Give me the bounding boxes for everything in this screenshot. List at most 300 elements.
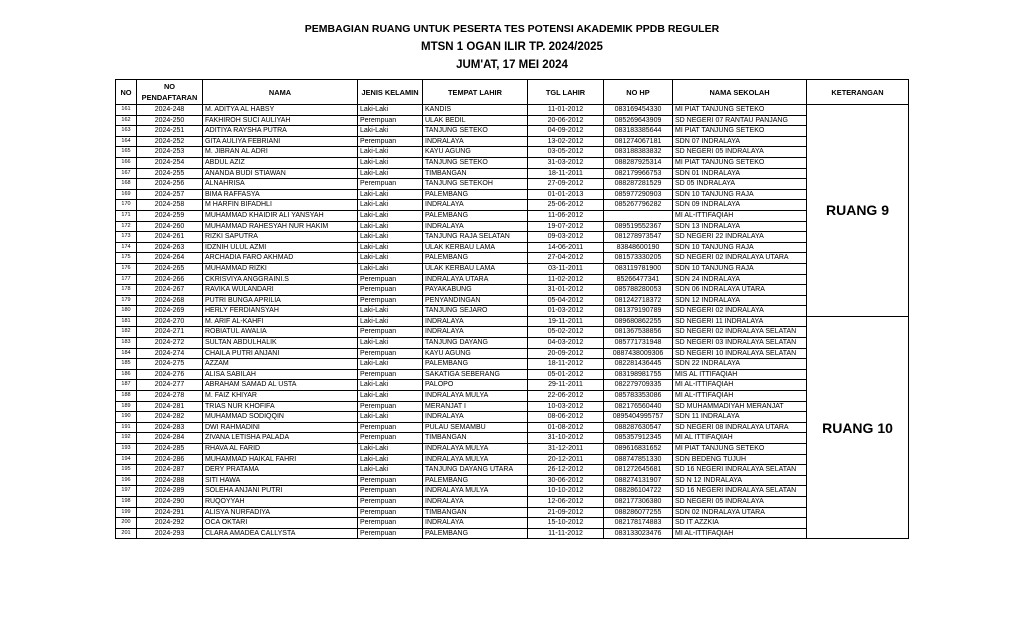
cell-nama-sekolah: SD 16 NEGERI INDRALAYA SELATAN xyxy=(673,465,807,476)
cell-no-pendaftaran: 2024-283 xyxy=(137,422,203,433)
cell-nama-sekolah: SD NEGERI 02 INDRALAYA xyxy=(673,306,807,317)
cell-tgl-lahir: 20-09-2012 xyxy=(528,348,604,359)
cell-no-pendaftaran: 2024-276 xyxy=(137,369,203,380)
cell-nama-sekolah: SD 16 NEGERI INDRALAYA SELATAN xyxy=(673,486,807,497)
cell-no-pendaftaran: 2024-264 xyxy=(137,253,203,264)
cell-no-hp: 082177306380 xyxy=(604,496,673,507)
cell-nama-sekolah: SDN 13 INDRALAYA xyxy=(673,221,807,232)
cell-nama: MUHAMMAD KHAIDIR ALI YANSYAH xyxy=(203,210,358,221)
cell-tgl-lahir: 25-06-2012 xyxy=(528,200,604,211)
cell-nama-sekolah: MI PIAT TANJUNG SETEKO xyxy=(673,444,807,455)
cell-nama: ADITIYA RAYSHA PUTRA xyxy=(203,126,358,137)
cell-jenis-kelamin: Perempuan xyxy=(358,507,423,518)
cell-no: 174 xyxy=(116,242,137,253)
cell-no-hp: 085269643909 xyxy=(604,115,673,126)
cell-tempat-lahir: INDRALAYA xyxy=(423,327,528,338)
cell-tempat-lahir: TIMBANGAN xyxy=(423,168,528,179)
cell-no: 161 xyxy=(116,105,137,116)
cell-tgl-lahir: 08-06-2012 xyxy=(528,412,604,423)
cell-jenis-kelamin: Perempuan xyxy=(358,179,423,190)
cell-nama-sekolah: SD N 12 INDRALAYA xyxy=(673,475,807,486)
document-title: PEMBAGIAN RUANG UNTUK PESERTA TES POTENSI AKADEMIK PPDB REGULER xyxy=(304,23,720,35)
cell-nama: MUHAMMAD SODIQQIN xyxy=(203,412,358,423)
cell-tgl-lahir: 19-07-2012 xyxy=(528,221,604,232)
cell-no-pendaftaran: 2024-248 xyxy=(137,105,203,116)
cell-tempat-lahir: PALEMBANG xyxy=(423,475,528,486)
cell-no: 180 xyxy=(116,306,137,317)
cell-nama-sekolah: SD NEGERI 03 INDRALAYA SELATAN xyxy=(673,338,807,349)
cell-jenis-kelamin: Laki-Laki xyxy=(358,232,423,243)
cell-nama-sekolah: SD NEGERI 10 INDRALAYA SELATAN xyxy=(673,348,807,359)
cell-tempat-lahir: KANDIS xyxy=(423,105,528,116)
cell-no-hp: 081367538856 xyxy=(604,327,673,338)
table-row xyxy=(116,200,909,211)
cell-no-hp: 081274067181 xyxy=(604,136,673,147)
cell-tgl-lahir: 14-06-2011 xyxy=(528,242,604,253)
cell-nama-sekolah: SDN 22 INDRALAYA xyxy=(673,359,807,370)
cell-nama-sekolah: MI AL-ITTIFAQIAH xyxy=(673,380,807,391)
cell-jenis-kelamin: Perempuan xyxy=(358,274,423,285)
table-row xyxy=(116,179,909,190)
cell-tgl-lahir: 22-06-2012 xyxy=(528,391,604,402)
cell-tgl-lahir: 04-09-2012 xyxy=(528,126,604,137)
cell-jenis-kelamin: Laki-Laki xyxy=(358,465,423,476)
cell-no-hp: 082178174883 xyxy=(604,518,673,529)
cell-jenis-kelamin: Perempuan xyxy=(358,327,423,338)
cell-jenis-kelamin: Laki-Laki xyxy=(358,454,423,465)
cell-no-pendaftaran: 2024-284 xyxy=(137,433,203,444)
cell-nama: OCA OKTARI xyxy=(203,518,358,529)
cell-tempat-lahir: TANJUNG SETEKO xyxy=(423,157,528,168)
cell-nama-sekolah: SD NEGERI 02 INDRALAYA UTARA xyxy=(673,253,807,264)
cell-no: 195 xyxy=(116,465,137,476)
cell-no-pendaftaran: 2024-266 xyxy=(137,274,203,285)
cell-tempat-lahir: INDRALAYA xyxy=(423,316,528,327)
cell-nama-sekolah: SDN 24 INDRALAYA xyxy=(673,274,807,285)
cell-no-pendaftaran: 2024-277 xyxy=(137,380,203,391)
cell-nama-sekolah: SD 05 INDRALAYA xyxy=(673,179,807,190)
header-tgl-lahir: TGL LAHIR xyxy=(528,80,604,105)
cell-tempat-lahir: INDRALAYA xyxy=(423,496,528,507)
cell-tempat-lahir: INDRALAYA MULYA xyxy=(423,454,528,465)
table-row xyxy=(116,348,909,359)
cell-nama: FAKHIROH SUCI AULIYAH xyxy=(203,115,358,126)
cell-nama: CLARA AMADEA CALLYSTA xyxy=(203,528,358,539)
cell-nama: CKRISVIYA ANGGRAINI.S xyxy=(203,274,358,285)
table-row xyxy=(116,126,909,137)
cell-jenis-kelamin: Laki-Laki xyxy=(358,316,423,327)
cell-no: 175 xyxy=(116,253,137,264)
room-assignment-table xyxy=(115,79,909,539)
cell-no-hp: 083169454330 xyxy=(604,105,673,116)
cell-tgl-lahir: 11-01-2012 xyxy=(528,105,604,116)
header-keterangan: KETERANGAN xyxy=(807,80,909,105)
cell-jenis-kelamin: Perempuan xyxy=(358,115,423,126)
cell-tgl-lahir: 11-11-2012 xyxy=(528,528,604,539)
cell-jenis-kelamin: Laki-Laki xyxy=(358,147,423,158)
table-row xyxy=(116,168,909,179)
cell-jenis-kelamin: Perempuan xyxy=(358,486,423,497)
cell-no-hp: 085267796282 xyxy=(604,200,673,211)
cell-tempat-lahir: INDRALAYA xyxy=(423,412,528,423)
cell-no-hp xyxy=(604,210,673,221)
cell-nama: MUHAMMAD RAHESYAH NUR HAKIM xyxy=(203,221,358,232)
cell-nama: RUQOYYAH xyxy=(203,496,358,507)
cell-jenis-kelamin: Laki-Laki xyxy=(358,210,423,221)
cell-no-hp: 088274131907 xyxy=(604,475,673,486)
cell-tempat-lahir: PAYAKABUNG xyxy=(423,285,528,296)
cell-tempat-lahir: ULAK KERBAU LAMA xyxy=(423,263,528,274)
cell-no-hp: 085357912345 xyxy=(604,433,673,444)
cell-tgl-lahir: 18-11-2012 xyxy=(528,359,604,370)
cell-tempat-lahir: PALEMBANG xyxy=(423,253,528,264)
cell-nama-sekolah: SD NEGERI 08 INDRALAYA UTARA xyxy=(673,422,807,433)
cell-tempat-lahir: TANJUNG SEJARO xyxy=(423,306,528,317)
cell-jenis-kelamin: Laki-Laki xyxy=(358,242,423,253)
cell-nama-sekolah: MI PIAT TANJUNG SETEKO xyxy=(673,126,807,137)
cell-nama-sekolah: SD NEGERI 02 INDRALAYA SELATAN xyxy=(673,327,807,338)
cell-jenis-kelamin: Laki-Laki xyxy=(358,263,423,274)
cell-no-hp: 088747851330 xyxy=(604,454,673,465)
cell-nama-sekolah: SD MUHAMMADIYAH MERANJAT xyxy=(673,401,807,412)
cell-nama: SOLEHA ANJANI PUTRI xyxy=(203,486,358,497)
header-no-pendaftaran: NO PENDAFTARAN xyxy=(137,80,203,105)
table-row xyxy=(116,528,909,539)
cell-nama: M. ARIF AL-KAHFI xyxy=(203,316,358,327)
table-row xyxy=(116,422,909,433)
cell-no-hp: 083133023476 xyxy=(604,528,673,539)
cell-no-pendaftaran: 2024-272 xyxy=(137,338,203,349)
cell-tempat-lahir: TANJUNG DAYANG xyxy=(423,338,528,349)
header-no: NO xyxy=(116,80,137,105)
cell-jenis-kelamin: Laki-Laki xyxy=(358,157,423,168)
cell-no: 196 xyxy=(116,475,137,486)
cell-jenis-kelamin: Laki-Laki xyxy=(358,168,423,179)
cell-tgl-lahir: 18-11-2011 xyxy=(528,168,604,179)
table-row xyxy=(116,496,909,507)
cell-jenis-kelamin: Perempuan xyxy=(358,285,423,296)
cell-no-hp: 081278973547 xyxy=(604,232,673,243)
cell-no: 185 xyxy=(116,359,137,370)
cell-jenis-kelamin: Perempuan xyxy=(358,475,423,486)
cell-nama-sekolah: SD NEGERI 11 INDRALAYA xyxy=(673,316,807,327)
cell-no-hp: 081573330205 xyxy=(604,253,673,264)
cell-nama: ABRAHAM SAMAD AL USTA xyxy=(203,380,358,391)
table-row xyxy=(116,412,909,423)
cell-no: 191 xyxy=(116,422,137,433)
cell-jenis-kelamin: Perempuan xyxy=(358,401,423,412)
cell-nama: PUTRI BUNGA APRILIA xyxy=(203,295,358,306)
header-nama-sekolah: NAMA SEKOLAH xyxy=(673,80,807,105)
cell-no-hp: 085783353086 xyxy=(604,391,673,402)
cell-tempat-lahir: PALEMBANG xyxy=(423,528,528,539)
cell-no: 190 xyxy=(116,412,137,423)
cell-tgl-lahir: 01-01-2013 xyxy=(528,189,604,200)
cell-no-hp: 081272645681 xyxy=(604,465,673,476)
cell-no: 186 xyxy=(116,369,137,380)
table-row xyxy=(116,391,909,402)
cell-nama-sekolah: MIS AL ITTIFAQIAH xyxy=(673,369,807,380)
cell-tgl-lahir: 27-04-2012 xyxy=(528,253,604,264)
cell-jenis-kelamin: Laki-Laki xyxy=(358,444,423,455)
cell-nama: TRIAS NUR KHOFIFA xyxy=(203,401,358,412)
cell-no-pendaftaran: 2024-288 xyxy=(137,475,203,486)
cell-jenis-kelamin: Laki-Laki xyxy=(358,253,423,264)
cell-jenis-kelamin: Laki-Laki xyxy=(358,221,423,232)
header-no-hp: NO HP xyxy=(604,80,673,105)
cell-tempat-lahir: ULAK BEDIL xyxy=(423,115,528,126)
cell-no-hp: 088286077255 xyxy=(604,507,673,518)
cell-tgl-lahir: 11-06-2012 xyxy=(528,210,604,221)
cell-no-hp: 0895404995757 xyxy=(604,412,673,423)
table-row xyxy=(116,475,909,486)
cell-tgl-lahir: 31-10-2012 xyxy=(528,433,604,444)
cell-no-hp: 088286104722 xyxy=(604,486,673,497)
cell-no-hp: 0887438009306 xyxy=(604,348,673,359)
cell-no-hp: 082279709335 xyxy=(604,380,673,391)
cell-nama-sekolah: MI AL-ITTIFAQIAH xyxy=(673,528,807,539)
header-tempat-lahir: TEMPAT LAHIR xyxy=(423,80,528,105)
cell-nama: DWI RAHMADINI xyxy=(203,422,358,433)
table-row xyxy=(116,147,909,158)
cell-no: 194 xyxy=(116,454,137,465)
cell-no-pendaftaran: 2024-282 xyxy=(137,412,203,423)
cell-nama: AZZAM xyxy=(203,359,358,370)
table-row xyxy=(116,454,909,465)
cell-no: 183 xyxy=(116,338,137,349)
cell-nama-sekolah: SDN 10 TANJUNG RAJA xyxy=(673,242,807,253)
cell-no: 166 xyxy=(116,157,137,168)
cell-jenis-kelamin: Laki-Laki xyxy=(358,380,423,391)
cell-no-hp: 083119781900 xyxy=(604,263,673,274)
cell-no: 201 xyxy=(116,528,137,539)
cell-tempat-lahir: INDRALAYA UTARA xyxy=(423,274,528,285)
cell-jenis-kelamin: Perempuan xyxy=(358,433,423,444)
table-row xyxy=(116,369,909,380)
cell-nama-sekolah: SD NEGERI 05 INDRALAYA xyxy=(673,147,807,158)
cell-nama: GITA AULIYA FEBRIANI xyxy=(203,136,358,147)
room-label: RUANG 9 xyxy=(807,105,909,317)
cell-no: 184 xyxy=(116,348,137,359)
cell-nama: RIZKI SAPUTRA xyxy=(203,232,358,243)
cell-tgl-lahir: 27-09-2012 xyxy=(528,179,604,190)
cell-nama: SULTAN ABDULHALIK xyxy=(203,338,358,349)
cell-tgl-lahir: 05-01-2012 xyxy=(528,369,604,380)
cell-no-hp: 082281436445 xyxy=(604,359,673,370)
cell-no-hp: 085771731948 xyxy=(604,338,673,349)
cell-no-pendaftaran: 2024-281 xyxy=(137,401,203,412)
cell-nama-sekolah: SDN 12 INDRALAYA xyxy=(673,295,807,306)
table-row xyxy=(116,465,909,476)
table-row xyxy=(116,507,909,518)
cell-no: 168 xyxy=(116,179,137,190)
cell-tgl-lahir: 19-11-2011 xyxy=(528,316,604,327)
header-jenis-kelamin: JENIS KELAMIN xyxy=(358,80,423,105)
cell-jenis-kelamin: Perempuan xyxy=(358,528,423,539)
cell-jenis-kelamin: Laki-Laki xyxy=(358,391,423,402)
cell-no: 178 xyxy=(116,285,137,296)
cell-nama: HERLY FERDIANSYAH xyxy=(203,306,358,317)
cell-no-pendaftaran: 2024-291 xyxy=(137,507,203,518)
cell-no: 167 xyxy=(116,168,137,179)
cell-nama: CHAILA PUTRI ANJANI xyxy=(203,348,358,359)
cell-nama: M. ADITYA AL HABSY xyxy=(203,105,358,116)
cell-no-hp: 082179966753 xyxy=(604,168,673,179)
cell-nama-sekolah: SD NEGERI 07 RANTAU PANJANG xyxy=(673,115,807,126)
cell-tempat-lahir: INDRALAYA xyxy=(423,221,528,232)
cell-no-pendaftaran: 2024-274 xyxy=(137,348,203,359)
cell-no-hp: 081242718372 xyxy=(604,295,673,306)
cell-no-pendaftaran: 2024-265 xyxy=(137,263,203,274)
cell-nama-sekolah: SDN 06 INDRALAYA UTARA xyxy=(673,285,807,296)
table-row xyxy=(116,221,909,232)
cell-jenis-kelamin: Laki-Laki xyxy=(358,359,423,370)
cell-no-pendaftaran: 2024-275 xyxy=(137,359,203,370)
table-row xyxy=(116,401,909,412)
cell-no-pendaftaran: 2024-253 xyxy=(137,147,203,158)
cell-tempat-lahir: INDRALAYA xyxy=(423,136,528,147)
cell-jenis-kelamin: Perempuan xyxy=(358,422,423,433)
cell-no-pendaftaran: 2024-289 xyxy=(137,486,203,497)
cell-jenis-kelamin: Laki-Laki xyxy=(358,412,423,423)
cell-nama-sekolah: SD IT AZZKIA xyxy=(673,518,807,529)
cell-no-pendaftaran: 2024-293 xyxy=(137,528,203,539)
cell-nama: ANANDA BUDI STIAWAN xyxy=(203,168,358,179)
cell-jenis-kelamin: Laki-Laki xyxy=(358,126,423,137)
cell-nama: RAVIKA WULANDARI xyxy=(203,285,358,296)
cell-no-hp: 089519552367 xyxy=(604,221,673,232)
cell-tgl-lahir: 10-03-2012 xyxy=(528,401,604,412)
cell-nama: MUHAMMAD HAIKAL FAHRI xyxy=(203,454,358,465)
table-row xyxy=(116,444,909,455)
table-row xyxy=(116,242,909,253)
cell-tgl-lahir: 04-03-2012 xyxy=(528,338,604,349)
cell-no: 169 xyxy=(116,189,137,200)
cell-tempat-lahir: SAKATIGA SEBERANG xyxy=(423,369,528,380)
cell-no: 170 xyxy=(116,200,137,211)
cell-tempat-lahir: TANJUNG DAYANG UTARA xyxy=(423,465,528,476)
cell-nama-sekolah: SDN 09 INDRALAYA xyxy=(673,200,807,211)
cell-no-pendaftaran: 2024-259 xyxy=(137,210,203,221)
cell-tempat-lahir: ULAK KERBAU LAMA xyxy=(423,242,528,253)
table-row xyxy=(116,295,909,306)
cell-jenis-kelamin: Laki-Laki xyxy=(358,338,423,349)
cell-no-hp: 088287630547 xyxy=(604,422,673,433)
cell-no-pendaftaran: 2024-271 xyxy=(137,327,203,338)
cell-no: 182 xyxy=(116,327,137,338)
cell-nama-sekolah: SD NEGERI 22 INDRALAYA xyxy=(673,232,807,243)
cell-tgl-lahir: 21-09-2012 xyxy=(528,507,604,518)
table-row xyxy=(116,210,909,221)
cell-no-pendaftaran: 2024-258 xyxy=(137,200,203,211)
cell-tgl-lahir: 01-08-2012 xyxy=(528,422,604,433)
cell-nama-sekolah: MI PIAT TANJUNG SETEKO xyxy=(673,157,807,168)
table-row xyxy=(116,263,909,274)
cell-no-hp: 083183385644 xyxy=(604,126,673,137)
cell-no-hp: 081379190789 xyxy=(604,306,673,317)
cell-nama-sekolah: SDN 01 INDRALAYA xyxy=(673,168,807,179)
cell-tgl-lahir: 03-11-2011 xyxy=(528,263,604,274)
cell-tgl-lahir: 31-12-2011 xyxy=(528,444,604,455)
cell-no: 162 xyxy=(116,115,137,126)
cell-no-pendaftaran: 2024-254 xyxy=(137,157,203,168)
cell-no: 193 xyxy=(116,444,137,455)
cell-no-hp: 088287925314 xyxy=(604,157,673,168)
cell-tempat-lahir: KAYU AGUNG xyxy=(423,147,528,158)
table-row xyxy=(116,518,909,529)
cell-nama: M. JIBRAN AL ADRI xyxy=(203,147,358,158)
table-row xyxy=(116,316,909,327)
cell-tempat-lahir: INDRALAYA xyxy=(423,200,528,211)
cell-tgl-lahir: 31-01-2012 xyxy=(528,285,604,296)
cell-no: 181 xyxy=(116,316,137,327)
cell-tgl-lahir: 05-02-2012 xyxy=(528,327,604,338)
cell-jenis-kelamin: Perempuan xyxy=(358,369,423,380)
table-row xyxy=(116,306,909,317)
cell-no-hp: 088287281529 xyxy=(604,179,673,190)
cell-nama: ABDUL AZIZ xyxy=(203,157,358,168)
cell-no-hp: 83848600190 xyxy=(604,242,673,253)
cell-tempat-lahir: INDRALAYA MULYA xyxy=(423,486,528,497)
cell-nama: ALISA SABILAH xyxy=(203,369,358,380)
cell-jenis-kelamin: Perempuan xyxy=(358,136,423,147)
cell-no: 171 xyxy=(116,210,137,221)
cell-no: 177 xyxy=(116,274,137,285)
cell-tempat-lahir: MERANJAT I xyxy=(423,401,528,412)
cell-no: 173 xyxy=(116,232,137,243)
cell-tgl-lahir: 05-04-2012 xyxy=(528,295,604,306)
cell-tgl-lahir: 13-02-2012 xyxy=(528,136,604,147)
cell-nama: ROBIATUL AWALIA xyxy=(203,327,358,338)
table-row xyxy=(116,380,909,391)
cell-jenis-kelamin: Perempuan xyxy=(358,295,423,306)
cell-nama: ALNAHRISA xyxy=(203,179,358,190)
cell-no-pendaftaran: 2024-292 xyxy=(137,518,203,529)
cell-nama-sekolah: SDN BEDENG TUJUH xyxy=(673,454,807,465)
cell-nama: ZIVANA LETISHA PALADA xyxy=(203,433,358,444)
cell-tgl-lahir: 29-11-2011 xyxy=(528,380,604,391)
cell-no: 189 xyxy=(116,401,137,412)
cell-tempat-lahir: PALEMBANG xyxy=(423,210,528,221)
cell-tempat-lahir: KAYU AGUNG xyxy=(423,348,528,359)
cell-tempat-lahir: TIMBANGAN xyxy=(423,433,528,444)
cell-no-hp: 083198981755 xyxy=(604,369,673,380)
exam-date: JUM'AT, 17 MEI 2024 xyxy=(456,59,568,71)
cell-nama: SITI HAWA xyxy=(203,475,358,486)
cell-nama: IDZNIH ULUL AZMI xyxy=(203,242,358,253)
cell-tgl-lahir: 01-03-2012 xyxy=(528,306,604,317)
cell-nama-sekolah: SD NEGERI 05 INDRALAYA xyxy=(673,496,807,507)
cell-no-pendaftaran: 2024-260 xyxy=(137,221,203,232)
cell-tgl-lahir: 20-06-2012 xyxy=(528,115,604,126)
cell-no: 200 xyxy=(116,518,137,529)
cell-no-hp: 089616831652 xyxy=(604,444,673,455)
cell-nama: MUHAMMAD RIZKI xyxy=(203,263,358,274)
cell-jenis-kelamin: Laki-Laki xyxy=(358,189,423,200)
table-row xyxy=(116,274,909,285)
cell-tgl-lahir: 11-02-2012 xyxy=(528,274,604,285)
cell-tempat-lahir: TANJUNG SETEKO xyxy=(423,126,528,137)
cell-nama-sekolah: SDN 10 TANJUNG RAJA xyxy=(673,189,807,200)
cell-nama-sekolah: MI AL-ITTIFAQIAH xyxy=(673,391,807,402)
cell-nama-sekolah: SDN 07 INDRALAYA xyxy=(673,136,807,147)
cell-tempat-lahir: PALEMBANG xyxy=(423,359,528,370)
room-label: RUANG 10 xyxy=(807,316,909,538)
cell-tgl-lahir: 30-06-2012 xyxy=(528,475,604,486)
school-title: MTSN 1 OGAN ILIR TP. 2024/2025 xyxy=(421,41,603,53)
cell-no: 197 xyxy=(116,486,137,497)
cell-no-hp: 082176560440 xyxy=(604,401,673,412)
